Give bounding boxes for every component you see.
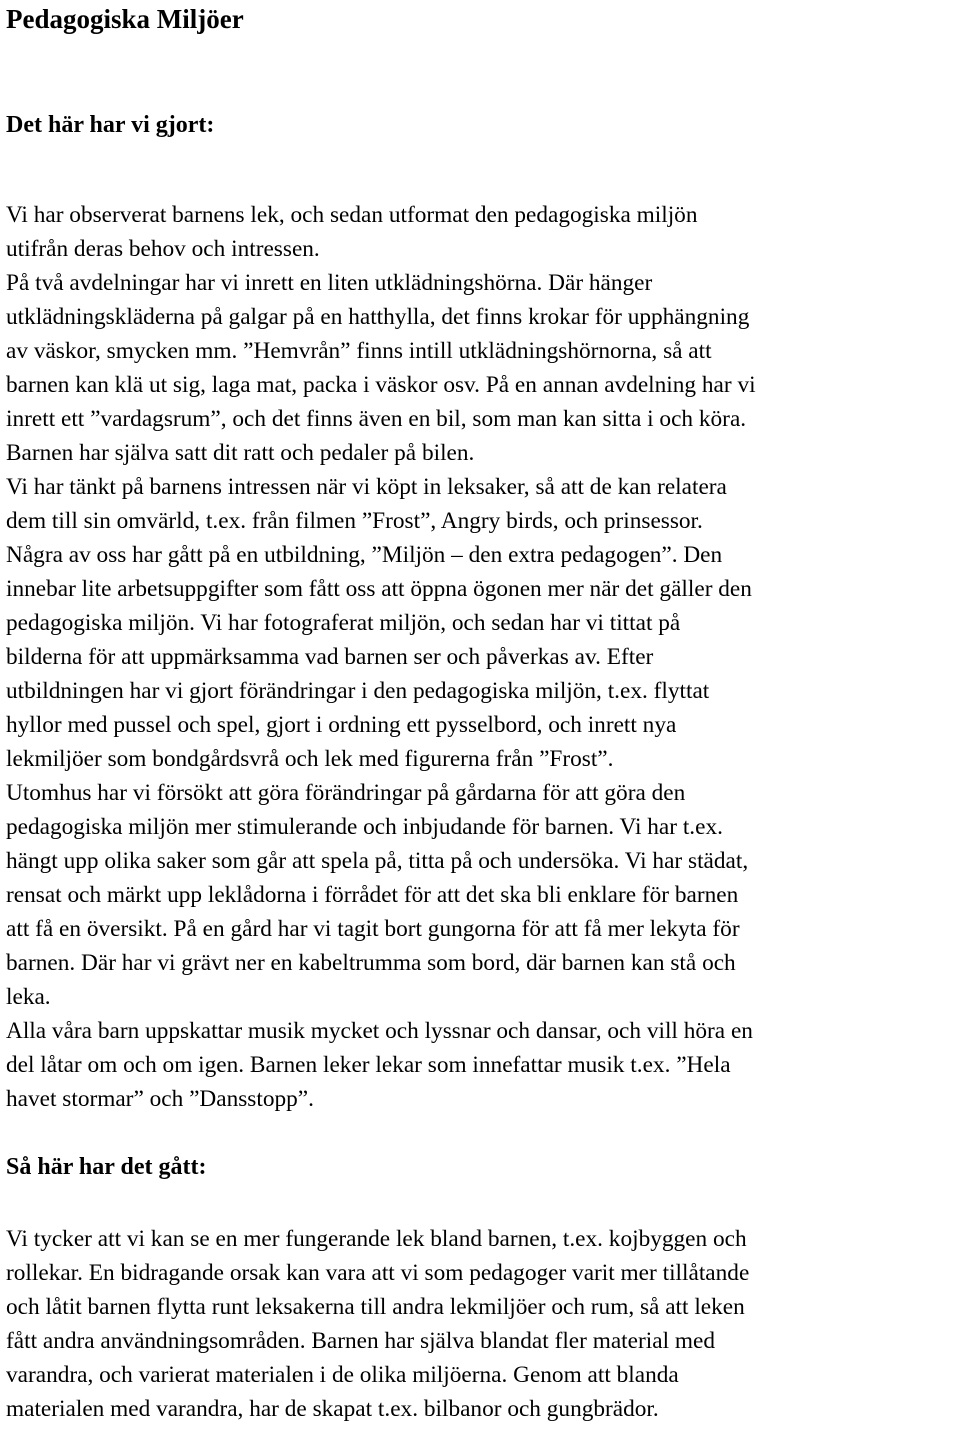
section-heading-done: Det här har vi gjort: bbox=[6, 112, 215, 138]
paragraph: Vi tycker att vi kan se en mer fungerande lek bland barnen, t.ex. kojbyggen och rollekar. En bidragande orsak kan vara att vi som pedagoger varit mer tillåtande och låtit barnen flytta runt leksakerna till andra lekmiljöer och rum, så att leken fått andra användningsområden. Barnen har själva blandat fler material med varandra, och varierat materialen i de olika miljöerna. Genom att blanda materialen med varandra, har de skapat t.ex. bilbanor och gungbrädor. bbox=[6, 1226, 750, 1422]
paragraph: Vi har observerat barnens lek, och sedan utformat den pedagogiska miljön utifrån deras behov och intressen. bbox=[6, 202, 698, 262]
section-heading-result: Så här har det gått: bbox=[6, 1154, 207, 1180]
paragraph: På två avdelningar har vi inrett en liten utklädningshörna. Där hänger utklädningskläderna på galgar på en hatthylla, det finns krokar för upphängning av väskor, smycken mm. ”Hemvrån” finns intill utklädningshörnorna, så att barnen kan klä ut sig, laga mat, packa i väskor osv. På en annan avdelning har vi inrett ett ”vardagsrum”, och det finns även en bil, som man kan sitta i och köra. Barnen har själva satt dit ratt och pedaler på bilen. bbox=[6, 270, 756, 466]
paragraph: Alla våra barn uppskattar musik mycket och lyssnar och dansar, och vill höra en del låtar om och om igen. Barnen leker lekar som innefattar musik t.ex. ”Hela havet stormar” och ”Dansstopp”. bbox=[6, 1018, 753, 1112]
paragraph: Några av oss har gått på en utbildning, ”Miljön – den extra pedagogen”. Den innebar lite arbetsuppgifter som fått oss att öppna ögonen mer när det gäller den pedagogiska miljön. Vi har fotograferat miljön, och sedan har vi tittat på bilderna för att uppmärksamma vad barnen ser och påverkas av. Efter utbildningen har vi gjort förändringar i den pedagogiska miljön, t.ex. flyttat hyllor med pussel och spel, gjort i ordning ett pysselbord, och inrett nya lekmiljöer som bondgårdsvrå och lek med figurerna från ”Frost”. bbox=[6, 542, 752, 772]
paragraph: Utomhus har vi försökt att göra förändringar på gårdarna för att göra den pedagogiska miljön mer stimulerande och inbjudande för barnen. Vi har t.ex. hängt upp olika saker som går att spela på, titta på och undersöka. Vi har städat, rensat och märkt upp leklådorna i förrådet för att det ska bli enklare för barnen att få en översikt. På en gård har vi tagit bort gungorna för att få mer lekyta för barnen. Där har vi grävt ner en kabeltrumma som bord, där barnen kan stå och leka. bbox=[6, 780, 749, 1010]
section-body-result bbox=[6, 1222, 956, 1426]
section-body-done bbox=[6, 198, 956, 1116]
page-title: Pedagogiska Miljöer bbox=[6, 4, 244, 34]
document-page bbox=[6, 0, 956, 1426]
paragraph: Vi har tänkt på barnens intressen när vi köpt in leksaker, så att de kan relatera dem till sin omvärld, t.ex. från filmen ”Frost”, Angry birds, och prinsessor. bbox=[6, 474, 727, 534]
